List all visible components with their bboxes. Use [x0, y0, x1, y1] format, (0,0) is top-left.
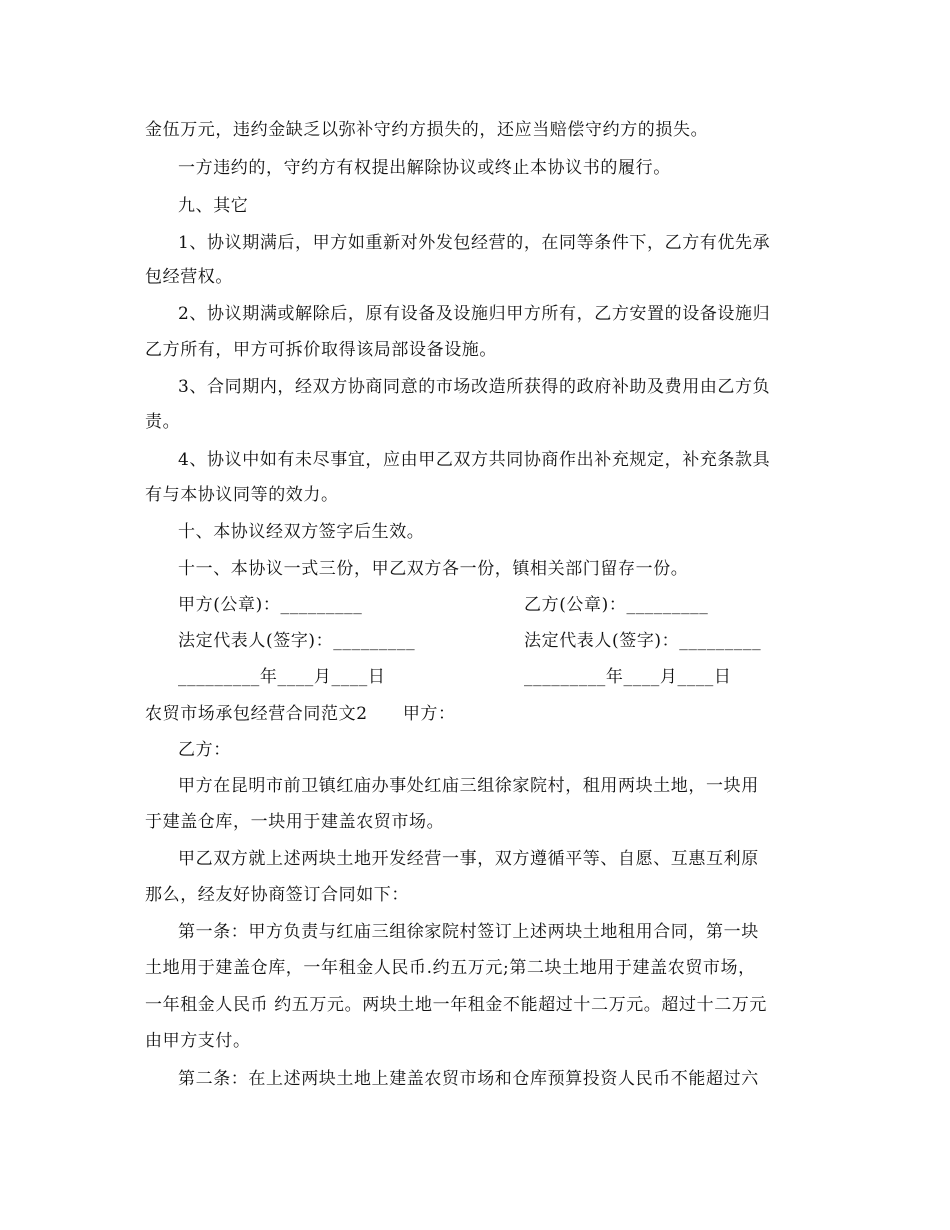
paragraph-line: 甲乙双方就上述两块土地开发经营一事，双方遵循平等、自愿、互惠互利原: [178, 849, 759, 869]
paragraph-line: 十一、本协议一式三份，甲乙双方各一份，镇相关部门留存一份。: [178, 559, 689, 579]
article-line: 土地用于建盖仓库，一年租金人民币.约五万元;第二块土地用于建盖农贸市场，: [145, 958, 756, 978]
paragraph-line: 3、合同期内，经双方协商同意的市场改造所获得的政府补助及费用由乙方负: [178, 377, 771, 397]
paragraph-line: 有与本协议同等的效力。: [145, 485, 339, 505]
paragraph-line: 包经营权。: [145, 267, 233, 287]
party-b-representative: 法定代表人(签字)：_________: [524, 631, 762, 651]
article-line: 第一条：甲方负责与红庙三组徐家院村签订上述两块土地租用合同，第一块: [178, 922, 759, 942]
paragraph-line: 甲方在昆明市前卫镇红庙办事处红庙三组徐家院村，租用两块土地，一块用: [178, 776, 759, 796]
party-a-representative: 法定代表人(签字)：_________: [178, 631, 416, 651]
party-b-label: 乙方：: [178, 740, 231, 760]
paragraph-line: 十、本协议经双方签字后生效。: [178, 522, 425, 542]
section-heading: 九、其它: [178, 196, 249, 216]
paragraph-line: 一方违约的，守约方有权提出解除协议或终止本协议书的履行。: [178, 158, 671, 178]
article-line: 由甲方支付。: [145, 1031, 251, 1051]
paragraph-line: 于建盖仓库，一块用于建盖农贸市场。: [145, 812, 445, 832]
paragraph-line: 2、协议期满或解除后，原有设备及设施归甲方所有，乙方安置的设备设施归: [178, 304, 771, 324]
party-a-seal: 甲方(公章)：_________: [178, 595, 363, 615]
party-a-date: _________年____月____日: [178, 667, 386, 687]
paragraph-line: 4、协议中如有未尽事宜，应由甲乙双方共同协商作出补充规定，补充条款具: [178, 450, 771, 470]
article-line: 一年租金人民币 约五万元。两块土地一年租金不能超过十二万元。超过十二万元: [145, 995, 768, 1015]
paragraph-line: 那么，经友好协商签订合同如下：: [145, 885, 409, 905]
paragraph-line: 1、协议期满后，甲方如重新对外发包经营的，在同等条件下，乙方有优先承: [178, 233, 771, 253]
paragraph-line: 责。: [145, 412, 181, 432]
paragraph-line: 金伍万元，违约金缺乏以弥补守约方损失的，还应当赔偿守约方的损失。: [145, 120, 709, 140]
article-line: 第二条：在上述两块土地上建盖农贸市场和仓库预算投资人民币不能超过六: [178, 1069, 759, 1089]
party-b-date: _________年____月____日: [524, 667, 732, 687]
party-b-seal: 乙方(公章)：_________: [524, 595, 709, 615]
contract-heading: 农贸市场承包经营合同范文2 甲方：: [145, 704, 456, 724]
paragraph-line: 乙方所有，甲方可拆价取得该局部设备设施。: [145, 340, 497, 360]
